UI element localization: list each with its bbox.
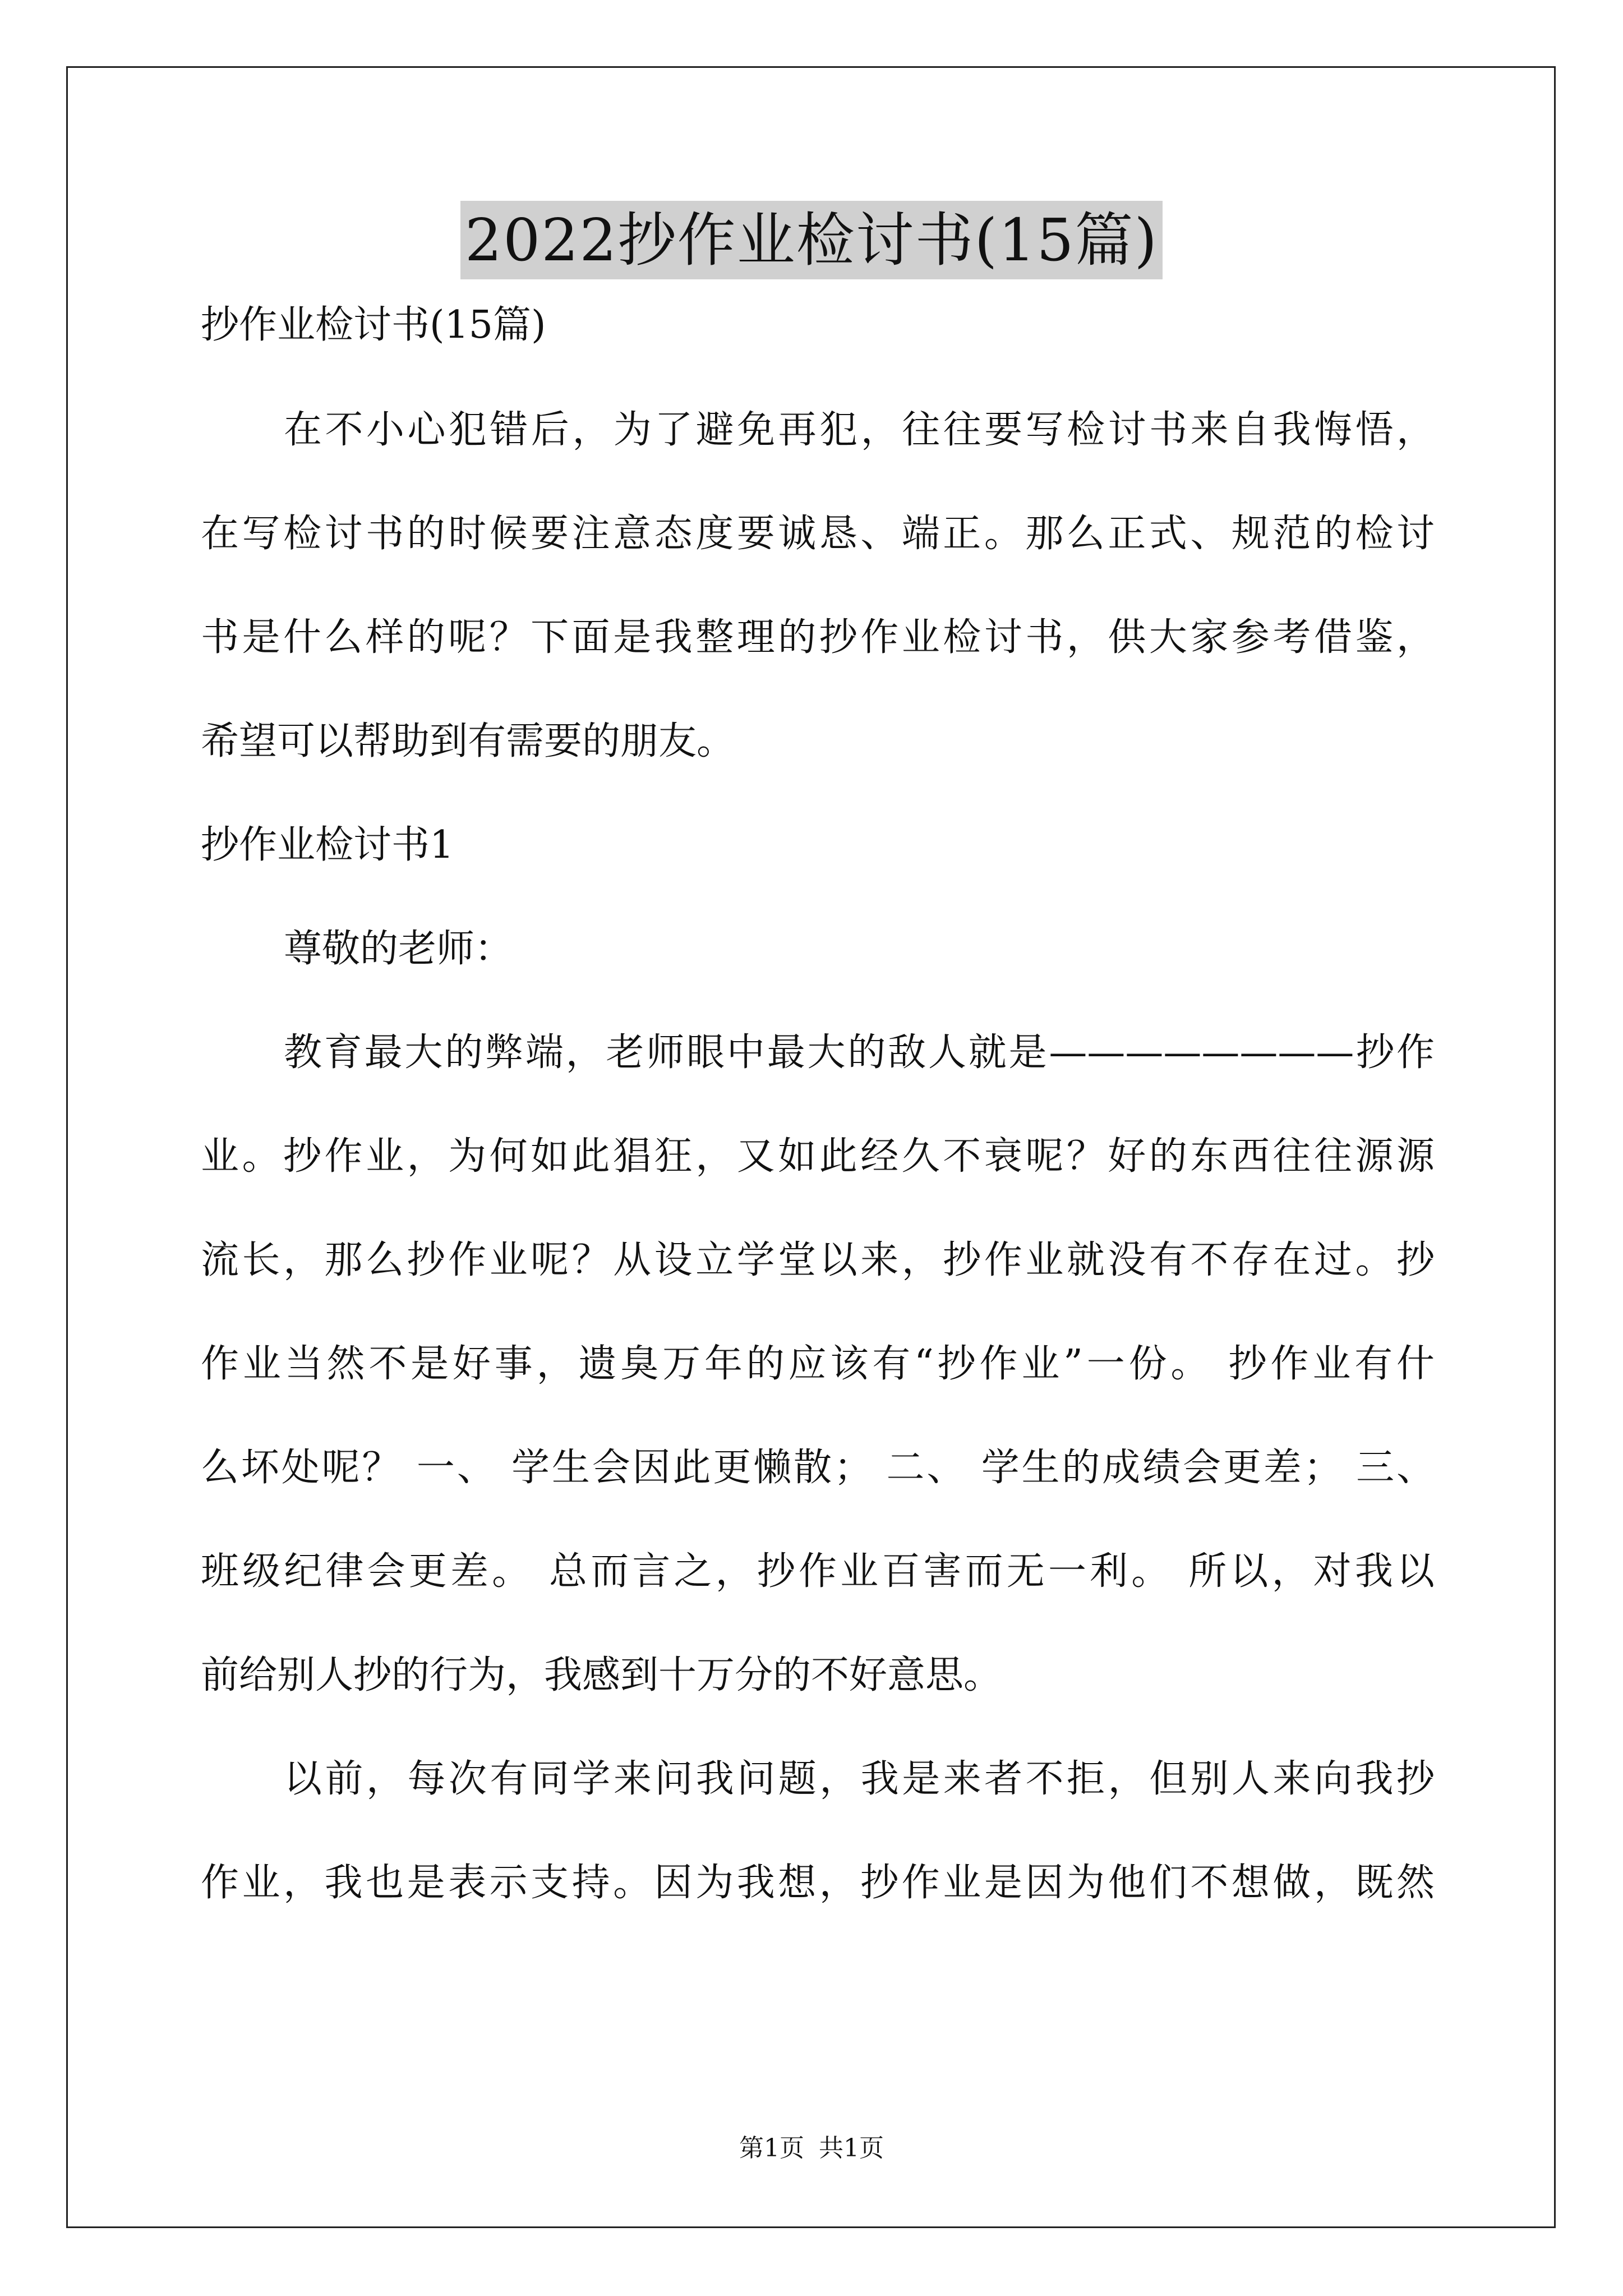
subtitle: 抄作业检讨书(15篇): [201, 303, 546, 347]
paragraph-line: 业。抄作业，为何如此猖狂，又如此经久不衰呢？好的东西往往源源: [201, 1134, 1435, 1179]
intro-line: 书是什么样的呢？下面是我整理的抄作业检讨书，供大家参考借鉴，: [201, 615, 1435, 660]
intro-line: 希望可以帮助到有需要的朋友。: [201, 719, 735, 763]
page-number: 第1页: [739, 2134, 804, 2162]
intro-line: 在不小心犯错后，为了避免再犯，往往要写检讨书来自我悔悟，: [284, 408, 1435, 452]
paragraph-line: 以前，每次有同学来问我问题，我是来者不拒，但别人来向我抄: [284, 1757, 1435, 1801]
paragraph-line: 教育最大的弊端，老师眼中最大的敌人就是————————抄作: [284, 1030, 1435, 1075]
paragraph-line: 作业，我也是表示支持。因为我想，抄作业是因为他们不想做，既然: [201, 1861, 1435, 1905]
paragraph-line: 班级纪律会更差。 总而言之，抄作业百害而无一利。 所以，对我以: [201, 1549, 1435, 1594]
page-total: 共1页: [819, 2134, 884, 2162]
title-wrap: [0, 201, 1623, 279]
salutation: 尊敬的老师：: [284, 927, 513, 971]
paragraph-line: 流长，那么抄作业呢？从设立学堂以来，抄作业就没有不存在过。抄: [201, 1238, 1435, 1282]
document-title: 2022抄作业检讨书(15篇): [460, 201, 1163, 279]
paragraph-line: 么坏处呢？ 一、 学生会因此更懒散； 二、 学生的成绩会更差； 三、: [201, 1446, 1435, 1490]
page-footer: [0, 2132, 1623, 2165]
paragraph-line: 作业当然不是好事，遗臭万年的应该有“抄作业”一份。 抄作业有什: [201, 1342, 1435, 1386]
paragraph-line: 前给别人抄的行为，我感到十万分的不好意思。: [201, 1653, 1002, 1697]
intro-line: 在写检讨书的时候要注意态度要诚恳、端正。那么正式、规范的检讨: [201, 512, 1435, 556]
section-heading: 抄作业检讨书1: [201, 823, 454, 867]
